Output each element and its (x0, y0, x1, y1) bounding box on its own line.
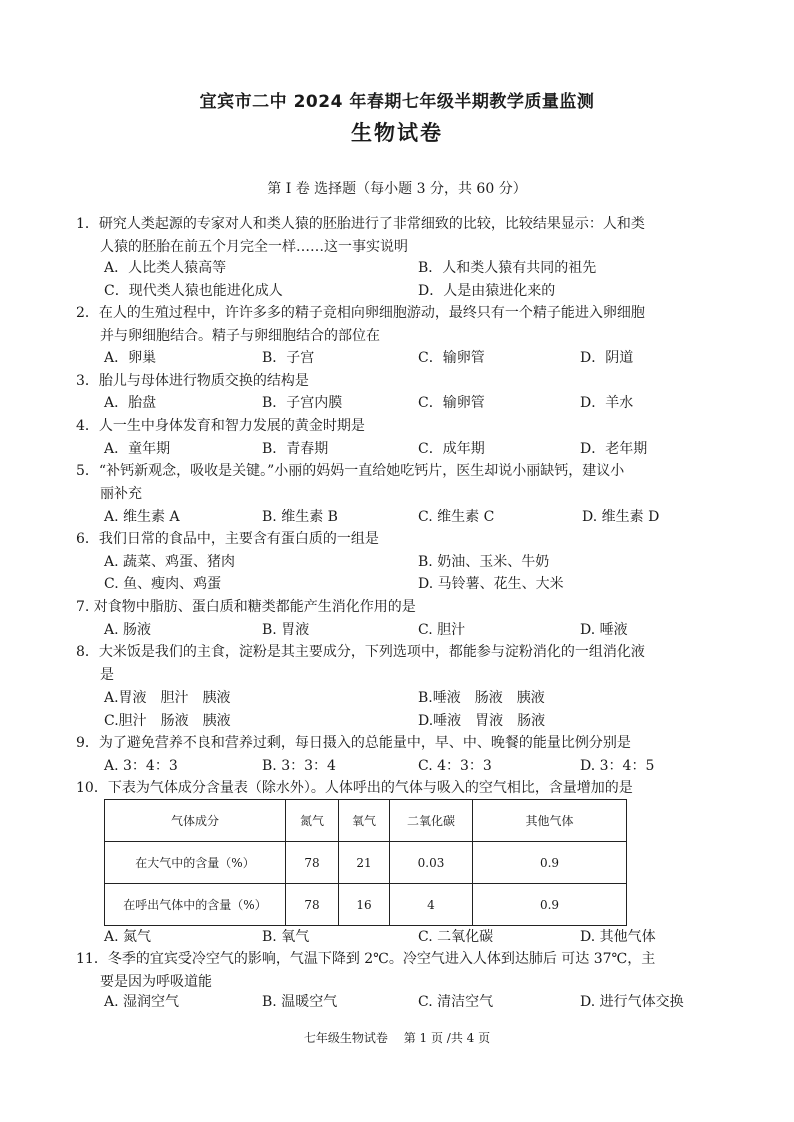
question-text: 11．冬季的宜宾受冷空气的影响，气温下降到 2℃。冷空气进入人体到达肺后 可达 37℃，主 (76, 951, 656, 967)
option-c[interactable]: C. 维生素 C (418, 509, 495, 525)
question-5 (76, 460, 726, 505)
exam-title: 宜宾市二中 2024 年春期七年级半期教学质量监测 (199, 92, 595, 112)
question-text: 7. 对食物中脂肪、蛋白质和糖类都能产生消化作用的是 (76, 599, 416, 615)
table-header-cell: 气体成分 (105, 800, 286, 842)
question-text: 9．为了避免营养不良和营养过剩，每日摄入的总能量中，早、中、晚餐的能量比例分别是 (76, 735, 631, 751)
table-cell: 78 (286, 884, 339, 926)
option-c[interactable]: C．成年期 (418, 441, 485, 457)
option-d[interactable]: D．人是由猿进化来的 (418, 283, 556, 299)
question-11 (76, 948, 726, 993)
option-a[interactable]: A. 湿润空气 (104, 994, 180, 1010)
option-a[interactable]: A. 3：4：3 (104, 758, 178, 774)
option-b[interactable]: B. 胃液 (262, 622, 310, 638)
question-7 (76, 596, 726, 619)
option-b[interactable]: B．青春期 (262, 441, 329, 457)
table-cell: 0.9 (473, 884, 627, 926)
table-row (105, 842, 627, 884)
table-cell: 在呼出气体中的含量（%） (105, 884, 286, 926)
question-text: 是 (100, 666, 114, 683)
question-2 (76, 302, 726, 347)
question-text: 4．人一生中身体发育和智力发展的黄金时期是 (76, 418, 365, 434)
option-d[interactable]: D．羊水 (580, 395, 634, 411)
option-a[interactable]: A. 肠液 (104, 622, 152, 638)
option-c[interactable]: C.胆汁 肠液 胰液 (104, 713, 231, 729)
table-cell: 16 (339, 884, 390, 926)
option-d[interactable]: D．阴道 (580, 350, 634, 366)
option-c[interactable]: C. 胆汁 (418, 622, 466, 638)
gas-content-table (104, 799, 627, 926)
option-b[interactable]: B．人和类人猿有共同的祖先 (418, 260, 597, 276)
question-text: 8．大米饭是我们的主食，淀粉是其主要成分，下列选项中，都能参与淀粉消化的一组消化液 (76, 644, 645, 660)
exam-subject: 生物试卷 (351, 121, 443, 145)
option-a[interactable]: A．卵巢 (104, 350, 157, 366)
option-a[interactable]: A. 蔬菜、鸡蛋、猪肉 (104, 554, 236, 570)
option-d[interactable]: D.唾液 胃液 肠液 (418, 713, 546, 729)
option-d[interactable]: D．老年期 (580, 441, 648, 457)
question-text: 5．“补钙新观念，吸收是关键。”小丽的妈妈一直给她吃钙片，医生却说小丽缺钙，建议小 (76, 463, 625, 479)
question-10 (76, 777, 726, 800)
option-a[interactable]: A．童年期 (104, 441, 171, 457)
option-b[interactable]: B. 氧气 (262, 929, 310, 945)
option-d[interactable]: D. 唾液 (580, 622, 628, 638)
table-cell: 在大气中的含量（%） (105, 842, 286, 884)
table-cell: 4 (390, 884, 473, 926)
question-text: 10．下表为气体成分含量表（除水外）。人体呼出的气体与吸入的空气相比，含量增加的是 (76, 780, 633, 796)
question-1 (76, 213, 726, 258)
table-cell: 78 (286, 842, 339, 884)
option-b[interactable]: B．子宫内膜 (262, 395, 343, 411)
option-b[interactable]: B. 3：3：4 (262, 758, 336, 774)
option-b[interactable]: B. 温暖空气 (262, 994, 338, 1010)
option-a[interactable]: A. 氮气 (104, 929, 152, 945)
table-header-cell: 氧气 (339, 800, 390, 842)
option-a[interactable]: A.胃液 胆汁 胰液 (104, 690, 231, 706)
table-cell: 0.9 (473, 842, 627, 884)
option-c[interactable]: C. 鱼、瘦肉、鸡蛋 (104, 576, 222, 592)
question-text: 并与卵细胞结合。精子与卵细胞结合的部位在 (100, 327, 380, 344)
option-a[interactable]: A．人比类人猿高等 (104, 260, 227, 276)
option-d[interactable]: D. 其他气体 (580, 929, 656, 945)
option-c[interactable]: C．输卵管 (418, 350, 485, 366)
question-text: 2．在人的生殖过程中，许许多多的精子竞相向卵细胞游动，最终只有一个精子能进入卵细胞 (76, 305, 645, 321)
option-b[interactable]: B.唾液 肠液 胰液 (418, 690, 545, 706)
question-text: 6．我们日常的食品中，主要含有蛋白质的一组是 (76, 531, 379, 547)
option-c[interactable]: C. 清洁空气 (418, 994, 494, 1010)
option-b[interactable]: B. 维生素 B (262, 509, 338, 525)
question-text: 1．研究人类起源的专家对人和类人猿的胚胎进行了非常细致的比较，比较结果显示：人和类 (76, 216, 645, 232)
option-d[interactable]: D. 马铃薯、花生、大米 (418, 576, 564, 592)
option-b[interactable]: B. 奶油、玉米、牛奶 (418, 554, 550, 570)
table-cell: 21 (339, 842, 390, 884)
question-6 (76, 528, 726, 551)
section-heading: 第 I 卷 选择题（每小题 3 分，共 60 分） (267, 181, 527, 197)
option-a[interactable]: A．胎盘 (104, 395, 157, 411)
table-header-cell: 其他气体 (473, 800, 627, 842)
table-cell: 0.03 (390, 842, 473, 884)
question-text: 丽补充 (100, 485, 142, 502)
option-c[interactable]: C．输卵管 (418, 395, 485, 411)
option-c[interactable]: C. 4：3：3 (418, 758, 492, 774)
option-d[interactable]: D. 维生素 D (582, 509, 660, 525)
question-9 (76, 732, 726, 755)
table-header-cell: 氮气 (286, 800, 339, 842)
question-text: 人猿的胚胎在前五个月完全一样……这一事实说明 (100, 238, 408, 255)
question-text: 3．胎儿与母体进行物质交换的结构是 (76, 373, 309, 389)
question-3 (76, 370, 726, 393)
table-header-cell: 二氧化碳 (390, 800, 473, 842)
question-4 (76, 415, 726, 438)
option-d[interactable]: D. 进行气体交换 (580, 994, 684, 1010)
option-c[interactable]: C．现代类人猿也能进化成人 (104, 283, 283, 299)
table-header-row (105, 800, 627, 842)
table-row (105, 884, 627, 926)
option-b[interactable]: B．子宫 (262, 350, 315, 366)
question-8 (76, 641, 726, 686)
option-d[interactable]: D. 3：4：5 (580, 758, 655, 774)
question-text: 要是因为呼吸道能 (100, 973, 212, 990)
option-c[interactable]: C. 二氧化碳 (418, 929, 494, 945)
option-a[interactable]: A. 维生素 A (104, 509, 180, 525)
page-footer: 七年级生物试卷 第 1 页 /共 4 页 (303, 1031, 491, 1045)
